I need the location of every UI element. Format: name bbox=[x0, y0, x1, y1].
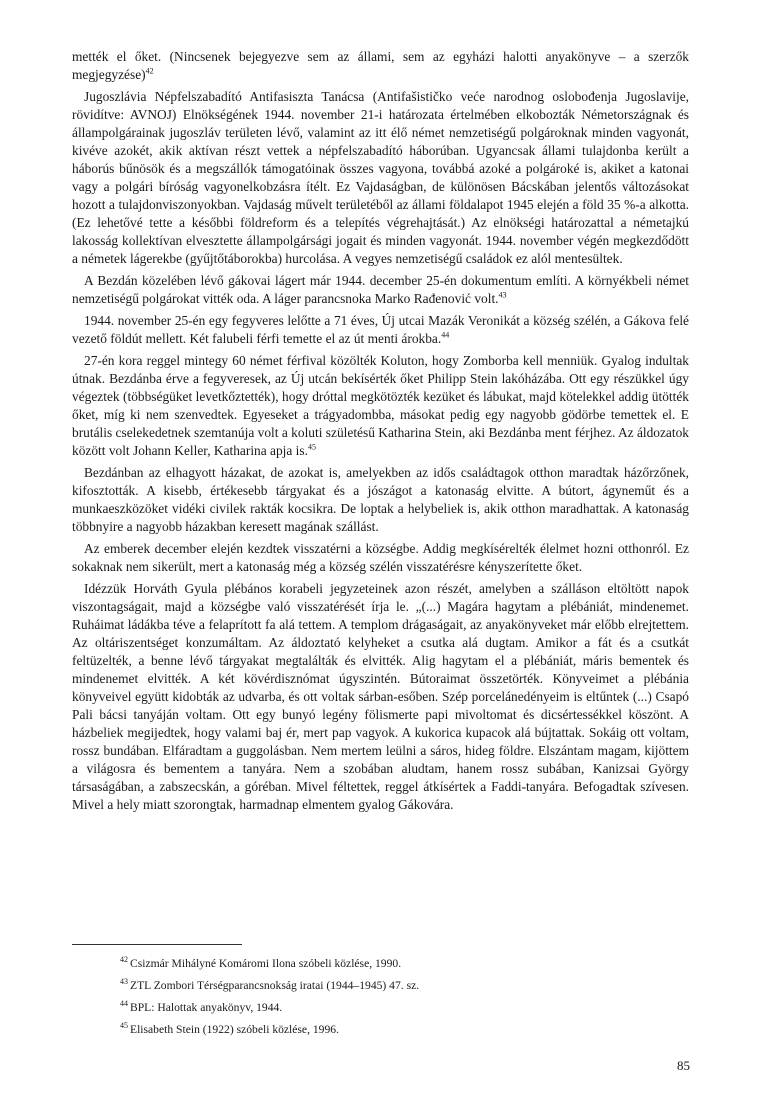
paragraph-1 bbox=[72, 48, 689, 84]
paragraph-7 bbox=[72, 540, 689, 576]
footnote-43 bbox=[120, 978, 680, 994]
page-number: 85 bbox=[677, 1058, 690, 1073]
paragraph-6 bbox=[72, 464, 689, 536]
paragraph-2-text: Jugoszlávia Népfelszabadító Antifasiszta Tanácsa (Antifašističko veće narodnog oslobođenja Jugoslavije, rövidítve: AVNOJ) Elnökségének 1944. november 21-i határozata értelmében elkobozták Németországnak és állampolgárainak jugoszláv területen lévő, valamint az itt élő német nemzetiségű polgároknak minden vagyonát, kivéve azokét, akik aktívan részt vettek a népfelszabadító háborúban. Ugyancsak állami tulajdonba került a háborús bűnösök és a megszállók támogatóinak összes vagyona, továbbá azoké a polgároké is, akiket a katonai vagy a polgári bíróság vagyonelkobzásra ítélt. Ez Vajdaságban, de különösen Bácskában jelentős változásokat hozott a tulajdonviszonyokban. Vajdaság művelt területéből az állami földalapot 1945 elején a föld 35 %-a alkotta. (Ez lehetővé tette a későbbi földreform és a telepítés végrehajtását.) Az elnökségi határozattal a németajkú lakosság kollektívan elvesztette állampolgársági jogait és minden vagyonát. 1944. november végén megkezdődött a németek lágerekbe (gyűjtőtáborokba) hurcolása. A vegyes nemzetiségű családok ez alól mentesültek. bbox=[72, 89, 689, 266]
footnote-text: Csizmár Mihályné Komáromi Ilona szóbeli közlése, 1990. bbox=[130, 957, 402, 970]
paragraph-3 bbox=[72, 272, 689, 308]
footnote-text: Elisabeth Stein (1922) szóbeli közlése, 1996. bbox=[130, 1023, 339, 1036]
paragraph-8 bbox=[72, 580, 689, 814]
paragraph-1-text: mették el őket. (Nincsenek bejegyezve sem az állami, sem az egyházi halotti anyakönyve – a szerzők megjegyzése) bbox=[72, 49, 689, 82]
footnote-mark: 42 bbox=[120, 955, 128, 965]
footnote-ref-43[interactable]: 43 bbox=[498, 290, 507, 300]
footnote-ref-44[interactable]: 44 bbox=[441, 330, 450, 340]
footnote-mark: 43 bbox=[120, 977, 128, 987]
footnote-45 bbox=[120, 1022, 680, 1038]
paragraph-8-text: Idézzük Horváth Gyula plébános korabeli jegyzeteinek azon részét, amelyben a szálláson eltöltött napok viszontagságait, majd a községbe való visszatérését írja le. „(...) Magára hagytam a plébániát, mindenemet. Ruháimat ládákba téve a felaprított fa alá tettem. A templom drágaságait, az anyakönyveket már előbb elrejtettem. Az oltáriszentséget konzumáltam. Az áldoztató kelyheket a csutka alá dugtam. Amikor a fát és a csutkát feltüzelték, a benne lévő tárgyakat megtalálták és elvitték. Alig hagytam el a plébániát, máris bementek és mindenemet elvitték. A két kövérdisznómat úgyszintén. Bútoraimat összetörték. Könyveimet a plébánia könyveivel együtt kidobták az udvarba, és ott voltak sárban-esőben. Szép porcelánedényeim is eltűntek (...) Csapó Pali bácsi tanyáján voltam. Ott egy bunyó legény fölismerte papi mivoltomat és dicsértessékkel köszönt. A házbeliek megijedtek, hogy valami baj ér, mert pap vagyok. A kukorica kupacok alá bújtattak. Sokáig ott voltam, rossz bundában. Elfáradtam a guggolásban. Nem mertem leülni a sáros, hideg földre. Elszántam magam, kijöttem a világosra és bementem a tanyára. Nem a szobában aludtam, hanem rossz subában, Kanizsai György társaságában, a zabszecskán, a góréban. Mivel féltettek, reggel átkísértek a Faddi-tanyára. Befogadtak szívesen. Mivel a hely miatt szorongtak, harmadnap elmentem gyalog Gákovára. bbox=[72, 581, 689, 812]
footnote-mark: 44 bbox=[120, 999, 128, 1009]
paragraph-3-text: A Bezdán közelében lévő gákovai lágert már 1944. december 25-én dokumentum említi. A környékbeli német nemzetiségű polgárokat vitték oda. A láger parancsnoka Marko Rađenović volt. bbox=[72, 273, 689, 306]
footnote-ref-42[interactable]: 42 bbox=[145, 66, 154, 76]
footnote-divider bbox=[72, 944, 242, 945]
paragraph-5 bbox=[72, 352, 689, 460]
footnote-mark: 45 bbox=[120, 1021, 128, 1031]
footnote-text: ZTL Zombori Térségparancsnokság iratai (1944–1945) 47. sz. bbox=[130, 979, 420, 992]
paragraph-4 bbox=[72, 312, 689, 348]
paragraph-5-text: 27-én kora reggel mintegy 60 német férfival közölték Koluton, hogy Zomborba kell menniük. Gyalog indultak útnak. Bezdánba érve a fegyveresek, az Új utcán bekísérték őket Philipp Stein lakóházába. Ott egy részükkel úgy végeztek (többségüket levetkőztették), hogy dróttal megkötözték kezüket és lábukat, majd kötelekkel addig ütötték őket, míg ki nem szenvedtek. Egyeseket a trágyadombba, másokat pedig egy nagyobb gödörbe temettek el. E brutális cselekedetnek szemtanúja volt a koluti születésű Katharina Stein, aki Bezdánba ment férjhez. Az áldozatok között volt Johann Keller, Katharina apja is. bbox=[72, 353, 689, 458]
paragraph-4-text: 1944. november 25-én egy fegyveres lelőtte a 71 éves, Új utcai Mazák Veronikát a község szélén, a Gákova felé vezető földút mellett. Két falubeli férfi temette el az út menti árokba. bbox=[72, 313, 689, 346]
footnotes bbox=[120, 956, 680, 1044]
footnote-text: BPL: Halottak anyakönyv, 1944. bbox=[130, 1001, 283, 1014]
main-text bbox=[72, 48, 689, 818]
paragraph-6-text: Bezdánban az elhagyott házakat, de azokat is, amelyekben az idős családtagok otthon maradtak házőrzőnek, kifosztották. A kisebb, értékesebb tárgyakat és a jószágot a katonaság elvitte. A bútort, ágyneműt és a munkaeszközöket vidéki civilek rakták kocsikra. De loptak a helybeliek is, akik otthon maradhattak. A katonaság többnyire a nagyobb házakban keresett magának szállást. bbox=[72, 465, 689, 534]
paragraph-2 bbox=[72, 88, 689, 268]
footnote-ref-45[interactable]: 45 bbox=[307, 442, 316, 452]
paragraph-7-text: Az emberek december elején kezdtek visszatérni a községbe. Addig megkísérelték élelmet hozni otthonról. Ez sokaknak nem sikerült, mert a katonaság még a község szélén visszatérésre kényszerítette őket. bbox=[72, 541, 689, 574]
footnote-44 bbox=[120, 1000, 680, 1016]
footnote-42 bbox=[120, 956, 680, 972]
